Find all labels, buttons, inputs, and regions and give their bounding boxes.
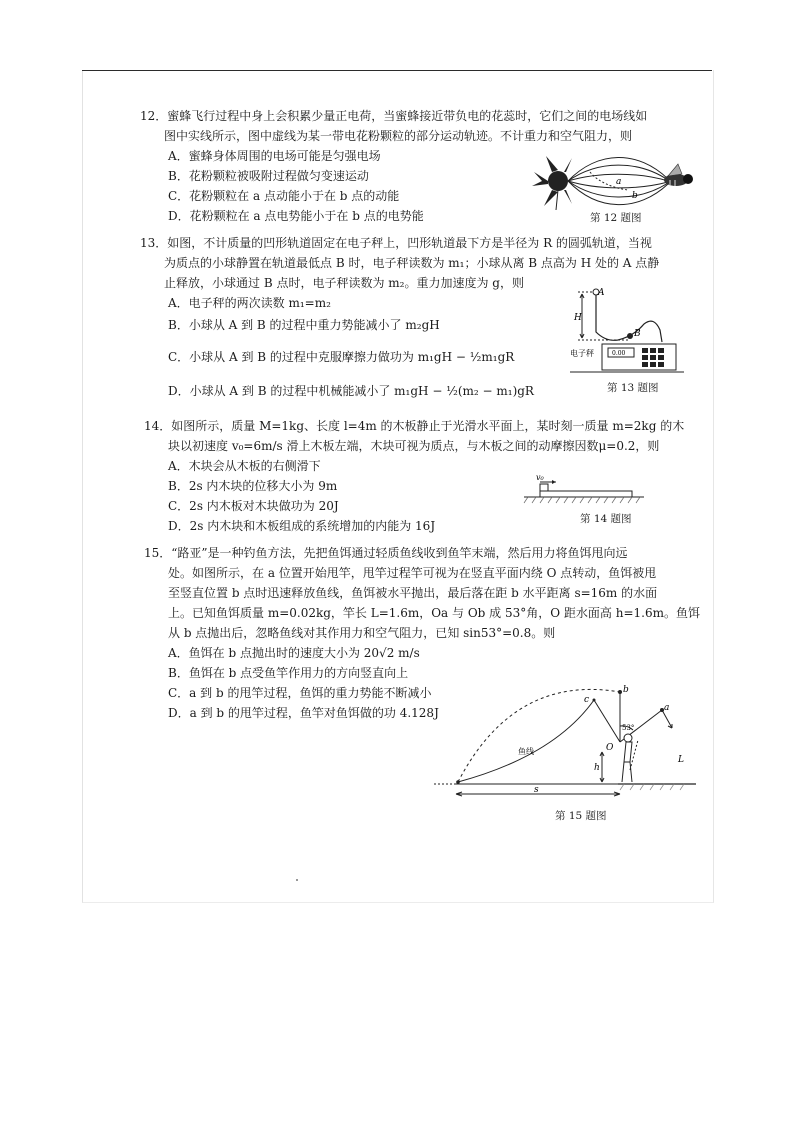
q15-label-O: O	[606, 743, 614, 753]
scale-reading: 0.00	[612, 350, 626, 357]
top-rule	[82, 70, 712, 71]
q14-option-c: C．2s 内木板对木块做功为 20J	[168, 499, 339, 513]
q15-label-L: L	[678, 755, 684, 765]
q15-option-d: D．a 到 b 的甩竿过程，鱼竿对鱼饵做的功 4.128J	[168, 706, 439, 720]
flower-icon	[532, 156, 572, 210]
point-b-icon	[618, 690, 622, 694]
q13-caption: 第 13 题图	[607, 382, 659, 394]
q14-option-d: D．2s 内木块和木板组成的系统增加的内能为 16J	[168, 519, 436, 533]
q14-stem-line: 块以初速度 v₀=6m/s 滑上木板左端，木块可视为质点，与木板之间的动摩擦因数μ=0.2，则	[168, 439, 660, 453]
q13-label-B: B	[634, 329, 641, 339]
angler-icon	[622, 734, 632, 782]
q14-label-v0: v₀	[536, 473, 544, 482]
q15-option-a: A．鱼饵在 b 点抛出时的速度大小为 20√2 m/s	[168, 646, 420, 660]
q13-option-b: B．小球从 A 到 B 的过程中重力势能减小了 m₂gH	[168, 318, 440, 332]
q12-option-c: C．花粉颗粒在 a 点动能小于在 b 点的动能	[168, 189, 400, 203]
q15-stem-line: 至竖直位置 b 点时迅速释放鱼线，鱼饵被水平抛出，最后落在距 b 水平距离 s=16m 的水面	[168, 586, 658, 600]
q15-option-b: B．鱼饵在 b 点受鱼竿作用力的方向竖直向上	[168, 666, 409, 680]
q15-figure-fishing-cast	[434, 682, 696, 802]
q14-stem-line: 14．如图所示，质量 M=1kg、长度 l=4m 的木板静止于光滑水平面上，某时刻一质量 m=2kg 的木	[144, 419, 685, 433]
q12-label-a: a	[616, 177, 622, 187]
board-icon	[540, 491, 632, 497]
q14-option-a: A．木块会从木板的右侧滑下	[168, 459, 321, 473]
q13-option-a: A．电子秤的两次读数 m₁=m₂	[168, 296, 331, 310]
q14-caption: 第 14 题图	[580, 513, 632, 525]
q13-figure-track-scale	[568, 284, 686, 380]
q15-label-a: a	[664, 703, 670, 713]
q13-label-A: A	[598, 288, 605, 298]
q15-stem-line: 15．“路亚”是一种钓鱼方法，先把鱼饵通过轻质鱼线收到鱼竿末端，然后用力将鱼饵甩向远	[144, 546, 628, 560]
q13-stem-line: 为质点的小球静置在轨道最低点 B 时，电子秤读数为 m₁；小球从离 B 点高为 H 处的 A 点静	[164, 256, 660, 270]
q15-stem-line: 从 b 点抛出后，忽略鱼线对其作用力和空气阻力，已知 sin53°=0.8。则	[168, 626, 556, 640]
q15-label-c: c	[584, 695, 590, 705]
q14-figure-board-block	[522, 470, 646, 506]
q13-stem-line: 13．如图，不计质量的凹形轨道固定在电子秤上，凹形轨道最下方是半径为 R 的圆弧轨道，当视	[140, 236, 652, 250]
q12-option-d: D．花粉颗粒在 a 点电势能小于在 b 点的电势能	[168, 209, 424, 223]
landing-point-icon	[456, 780, 460, 784]
q13-option-d: D．小球从 A 到 B 的过程中机械能减小了 m₁gH − ½(m₂ − m₁)gR	[168, 384, 534, 398]
q12-option-b: B．花粉颗粒被吸附过程做匀变速运动	[168, 169, 369, 183]
q15-label-h: h	[594, 763, 600, 773]
block-icon	[540, 484, 548, 491]
q13-stem-line: 止释放，小球通过 B 点时，电子秤读数为 m₂。重力加速度为 g，则	[164, 276, 524, 290]
q12-figure-bee-flower	[528, 150, 698, 212]
q15-label-b: b	[623, 685, 629, 695]
ball-b-icon	[627, 333, 633, 339]
q15-label-angle: 53°	[622, 724, 635, 732]
q15-label-s: s	[534, 785, 539, 795]
q12-stem-line: 12．蜜蜂飞行过程中身上会积累少量正电荷，当蜜蜂接近带负电的花蕊时，它们之间的电场线如	[140, 109, 648, 123]
q12-stem-line: 图中实线所示，图中虚线为某一带电花粉颗粒的部分运动轨迹。不计重力和空气阻力，则	[164, 129, 633, 143]
q13-option-c: C．小球从 A 到 B 的过程中克服摩擦力做功为 m₁gH − ½m₁gR	[168, 350, 515, 364]
q12-option-a: A．蜜蜂身体周围的电场可能是匀强电场	[168, 149, 381, 163]
q13-label-H: H	[574, 313, 582, 323]
q13-label-scale: 电子秤	[570, 349, 594, 358]
q14-option-b: B．2s 内木块的位移大小为 9m	[168, 479, 338, 493]
q15-label-line: 鱼线	[518, 747, 534, 756]
q12-label-b: b	[632, 191, 638, 201]
q15-stem-line: 处。如图所示，在 a 位置开始甩竿，甩竿过程竿可视为在竖直平面内绕 O 点转动，鱼饵被甩	[168, 566, 657, 580]
q15-caption: 第 15 题图	[555, 810, 607, 822]
speck-mark	[296, 879, 298, 881]
q12-caption: 第 12 题图	[590, 212, 642, 224]
bee-icon	[664, 164, 693, 186]
fishing-line-curve	[458, 700, 594, 782]
point-c-icon	[593, 699, 596, 702]
q15-stem-line: 上。已知鱼饵质量 m=0.02kg，竿长 L=1.6m，Oa 与 Ob 成 53°角，O 距水面高 h=1.6m。鱼饵	[168, 606, 700, 620]
q15-option-c: C．a 到 b 的甩竿过程，鱼饵的重力势能不断减小	[168, 686, 432, 700]
